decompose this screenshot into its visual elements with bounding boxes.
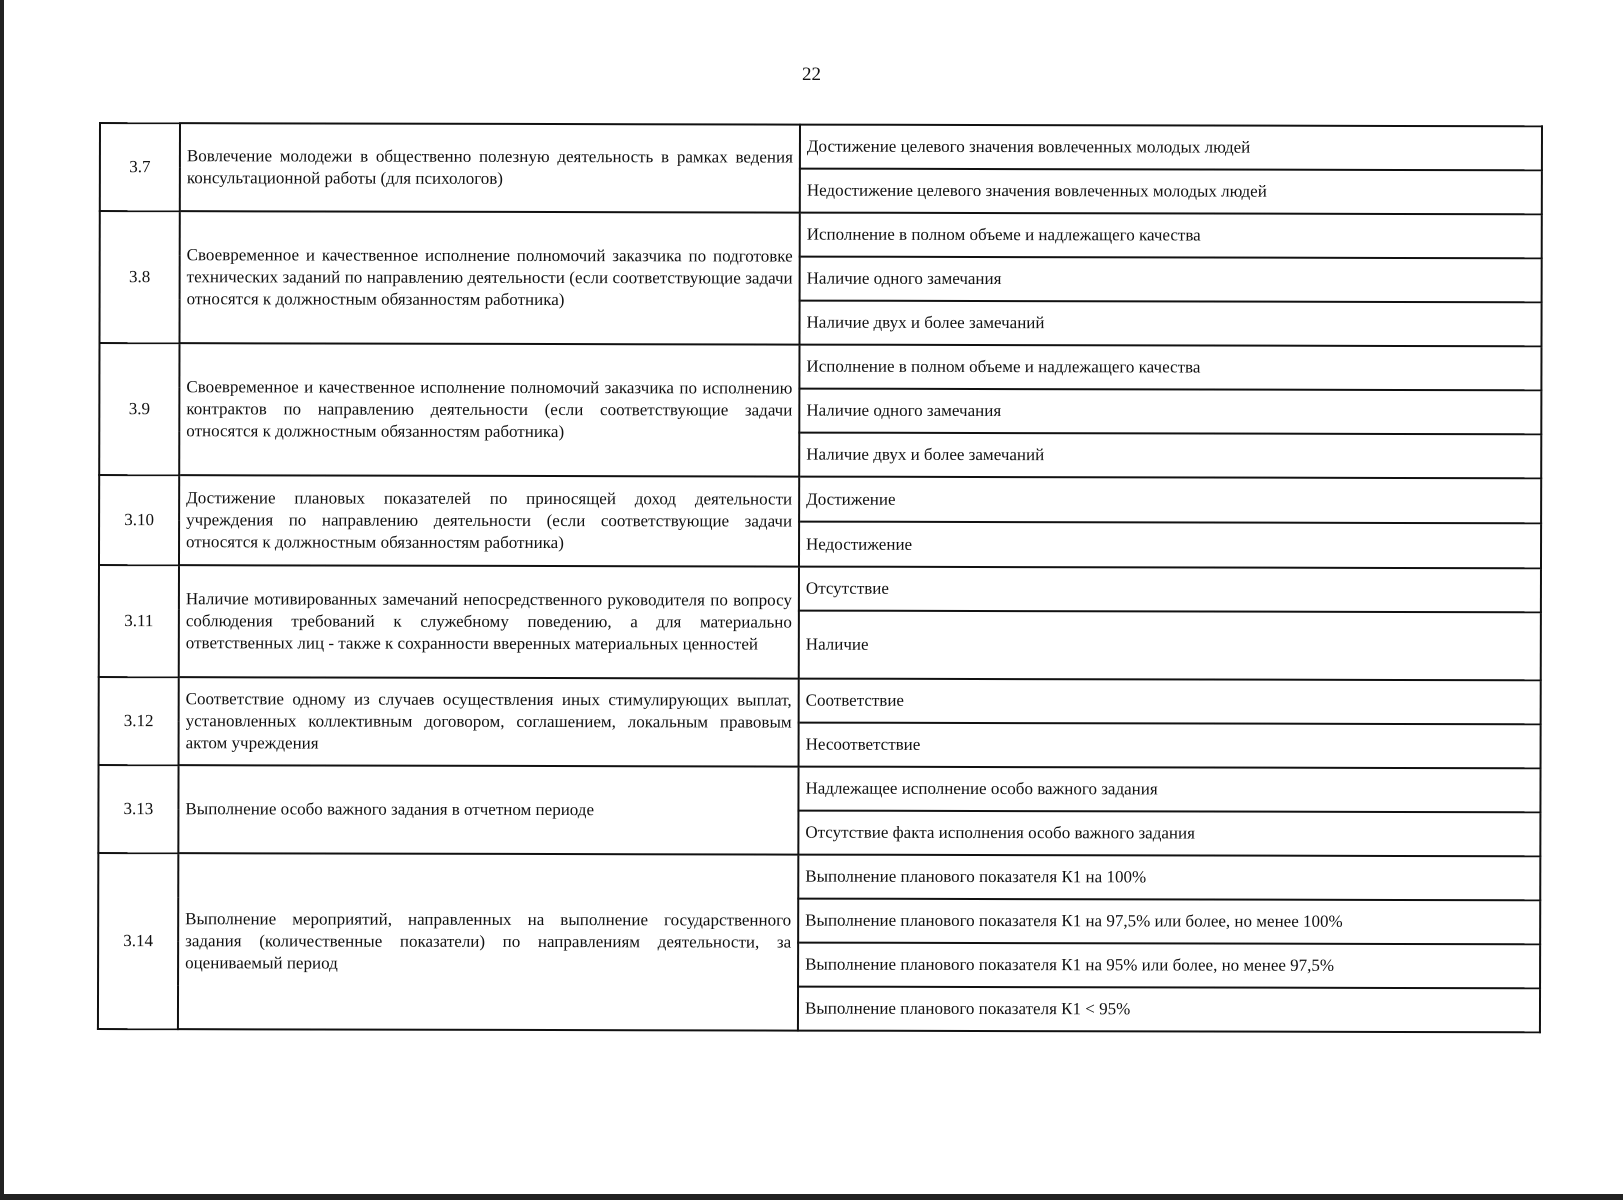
outcome-cell: Исполнение в полном объеме и надлежащего качества — [799, 345, 1541, 391]
row-number: 3.10 — [99, 475, 179, 565]
outcome-cell: Наличие — [799, 611, 1541, 681]
row-number: 3.11 — [99, 565, 179, 677]
scan-bottom-edge — [0, 1194, 1623, 1200]
outcome-cell: Наличие двух и более замечаний — [799, 301, 1541, 347]
criterion-description: Выполнение мероприятий, направленных на выполнение государственного задания (количественные показатели) по направлениям деятельности, за оцениваемый период — [178, 853, 798, 1030]
table-row — [98, 765, 1540, 812]
outcome-cell: Надлежащее исполнение особо важного задания — [798, 767, 1540, 813]
outcome-cell: Недостижение целевого значения вовлеченных молодых людей — [800, 169, 1542, 215]
row-number: 3.13 — [98, 765, 178, 853]
outcome-cell: Отсутствие — [799, 567, 1541, 613]
table-row — [99, 475, 1541, 523]
outcome-cell: Наличие одного замечания — [799, 389, 1541, 435]
row-number: 3.8 — [99, 211, 179, 343]
scan-left-edge — [0, 0, 4, 1200]
table-row — [98, 853, 1540, 900]
outcome-cell: Выполнение планового показателя К1 < 95% — [798, 987, 1540, 1033]
criterion-description: Наличие мотивированных замечаний непосредственного руководителя по вопросу соблюдения требований к служебному поведению, а для материально ответственных лиц - также к сохранности вверенных материальных ценностей — [179, 565, 799, 678]
outcome-cell: Выполнение планового показателя К1 на 100% — [798, 855, 1540, 901]
outcome-cell: Отсутствие факта исполнения особо важного задания — [798, 811, 1540, 857]
outcome-cell: Выполнение планового показателя К1 на 97,5% или более, но менее 100% — [798, 899, 1540, 945]
row-number: 3.12 — [99, 677, 179, 765]
page-number: 22 — [802, 64, 821, 85]
outcome-cell: Достижение — [799, 477, 1541, 524]
outcome-cell: Недостижение — [799, 522, 1541, 569]
outcome-cell: Наличие двух и более замечаний — [799, 433, 1541, 479]
row-number: 3.7 — [100, 123, 180, 211]
outcome-cell: Соответствие — [799, 679, 1541, 725]
outcome-cell: Достижение целевого значения вовлеченных молодых людей — [800, 125, 1542, 171]
table-row — [99, 565, 1541, 612]
criterion-description: Выполнение особо важного задания в отчетном периоде — [178, 765, 798, 854]
criterion-description: Своевременное и качественное исполнение полномочий заказчика по исполнению контрактов по направлению деятельности (если соответствующие задачи относятся к должностным обязанностям работника) — [179, 343, 799, 476]
criterion-description: Достижение плановых показателей по приносящей доход деятельности учреждения по направлению деятельности (если соответствующие задачи относятся к должностным обязанностям работника) — [179, 475, 799, 566]
table-row — [99, 343, 1541, 390]
criterion-description: Своевременное и качественное исполнение полномочий заказчика по подготовке технических заданий по направлению деятельности (если соответствующие задачи относятся к должностным обязанностям работника) — [179, 211, 799, 344]
table-row — [100, 123, 1542, 170]
table-row — [99, 677, 1541, 724]
criterion-description: Соответствие одному из случаев осуществления иных стимулирующих выплат, установленных коллективным договором, соглашением, локальным правовым актом учреждения — [179, 677, 799, 766]
outcome-cell: Наличие одного замечания — [800, 257, 1542, 303]
outcome-cell: Несоответствие — [799, 723, 1541, 769]
row-number: 3.14 — [98, 853, 178, 1029]
table-row — [100, 211, 1542, 258]
outcome-cell: Выполнение планового показателя К1 на 95% или более, но менее 97,5% — [798, 943, 1540, 989]
outcome-cell: Исполнение в полном объеме и надлежащего качества — [800, 213, 1542, 259]
row-number: 3.9 — [99, 343, 179, 475]
criteria-table — [97, 122, 1543, 1033]
criterion-description: Вовлечение молодежи в общественно полезную деятельность в рамках ведения консультационной работы (для психологов) — [180, 123, 800, 212]
